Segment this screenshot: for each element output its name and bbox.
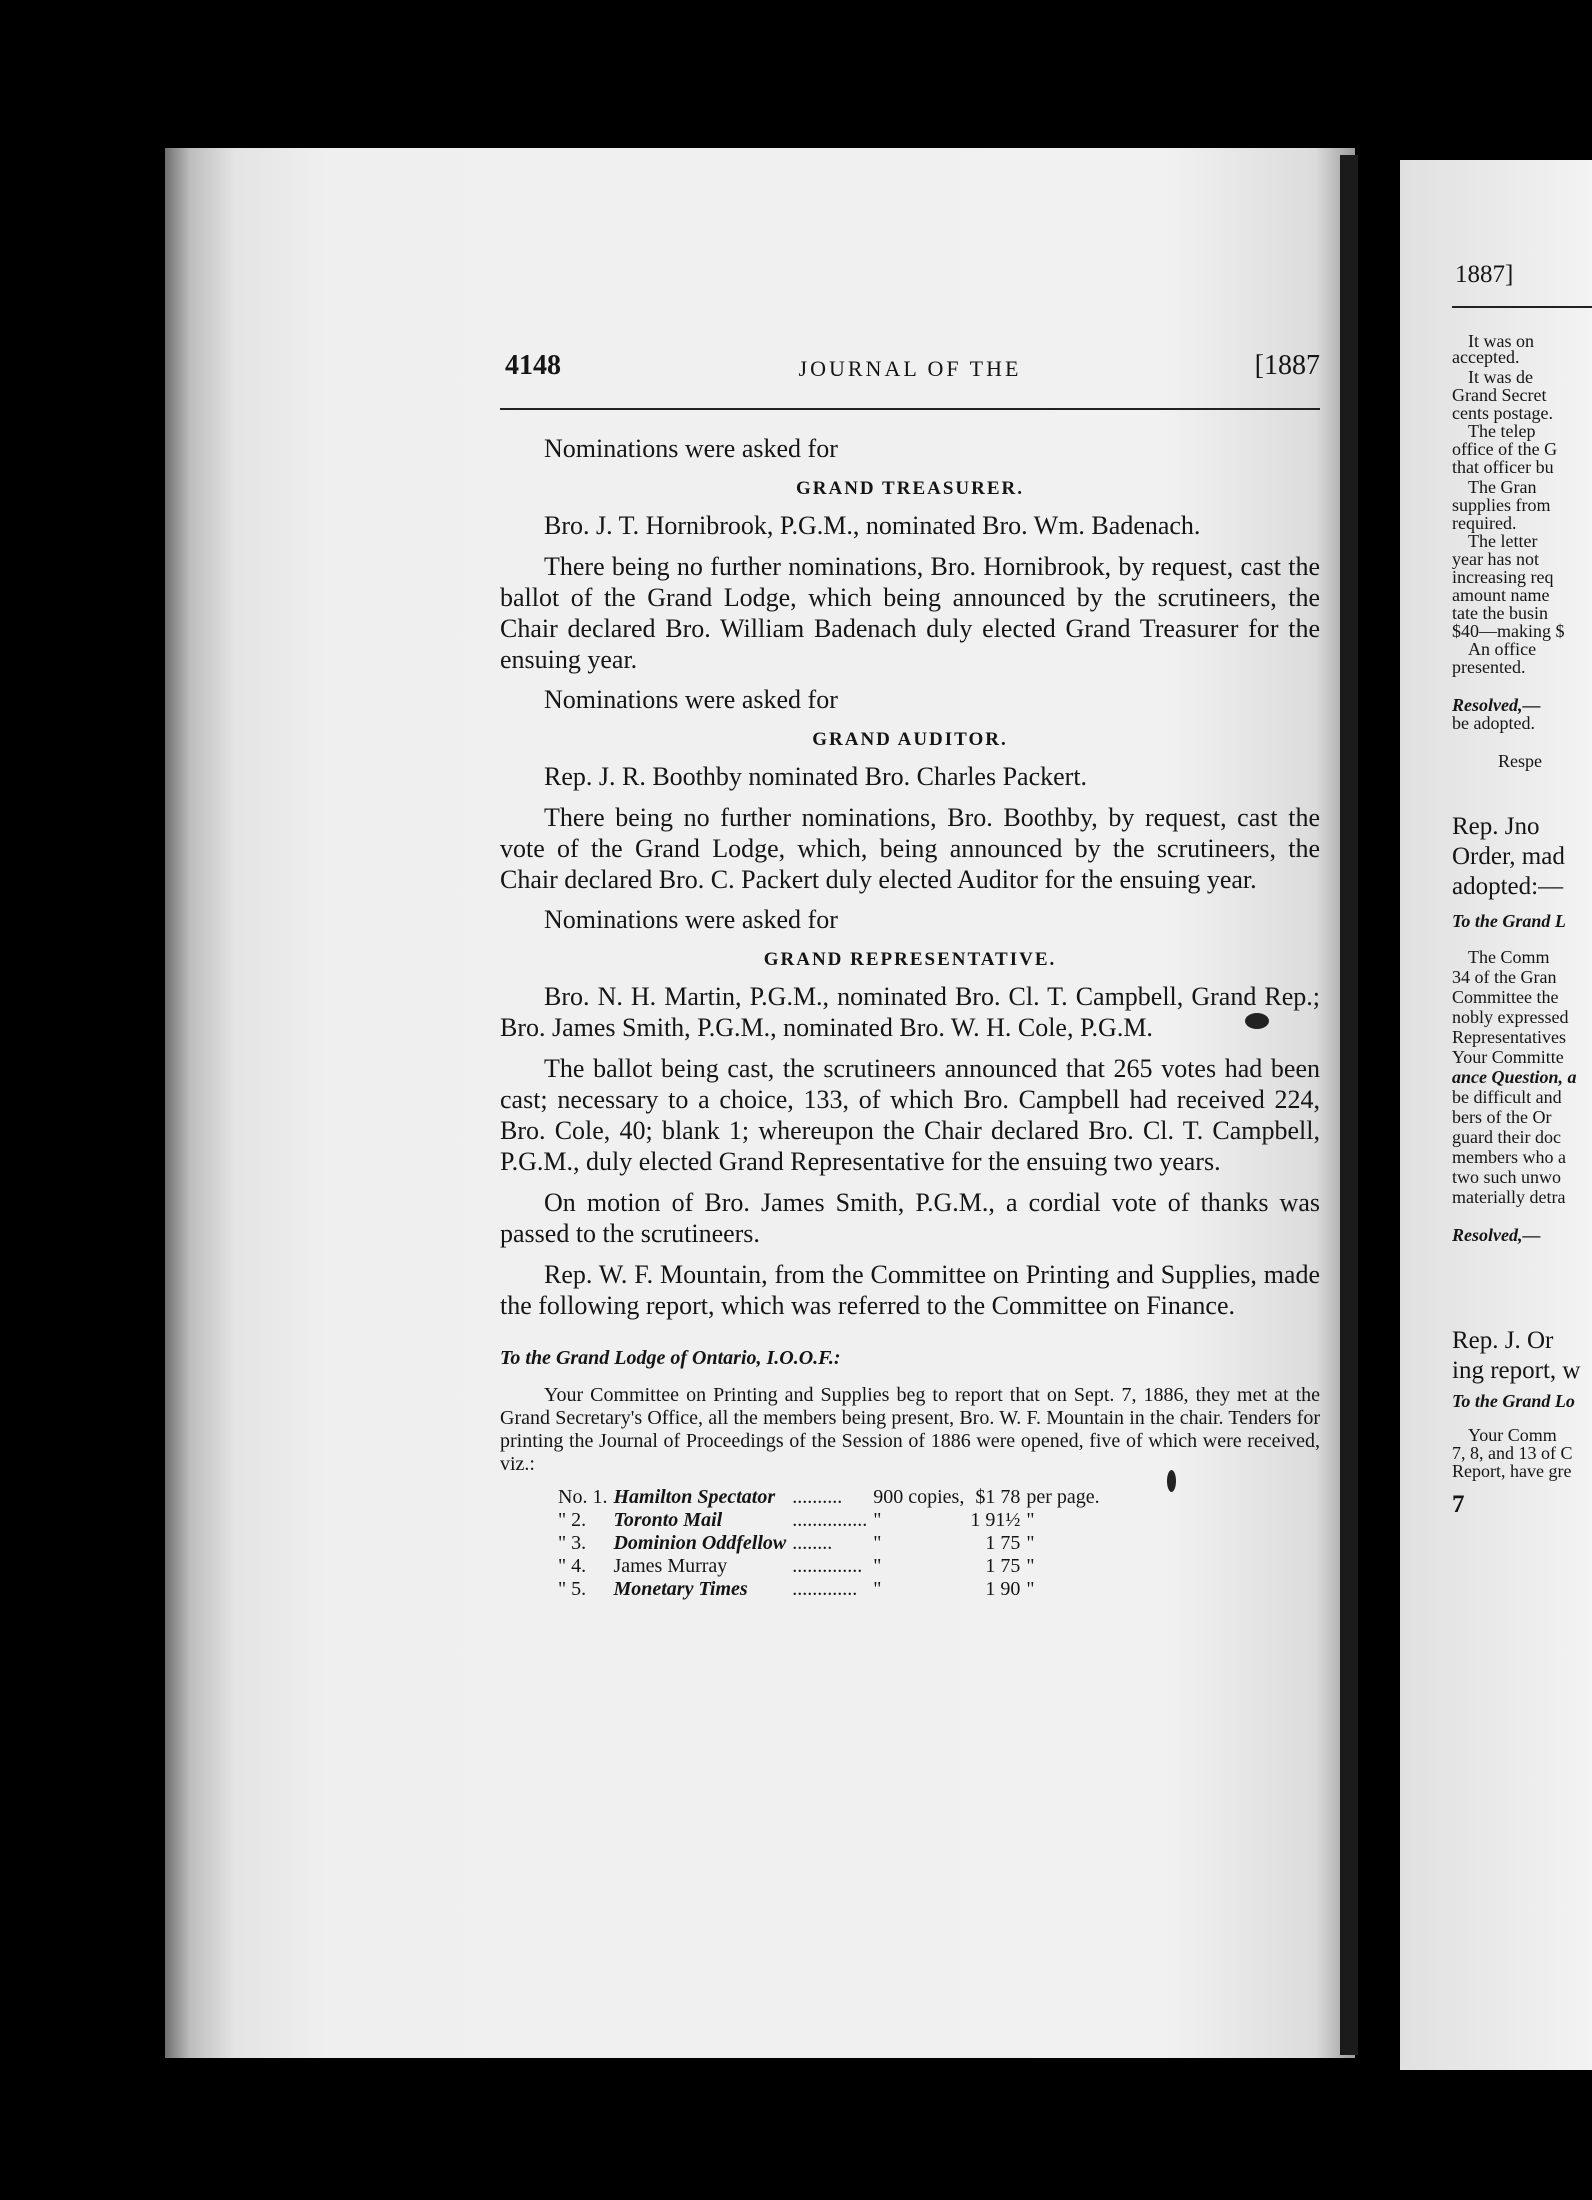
tender-leader: ............. <box>792 1578 858 1600</box>
facing-page-line: 34 of the Gran <box>1452 967 1557 987</box>
report-body: Your Committee on Printing and Supplies beg to report that on Sept. 7, 1886, they met at the Grand Secretary's Office, all the members being present, Bro. W. F. Mountain in the chair. Tenders for printing the Journal of Proceedings of the Session of 1886 were opened, five of which were received, viz.: <box>500 1384 1320 1475</box>
facing-page-line: that officer bu <box>1452 457 1554 477</box>
auditor-nomination: Rep. J. R. Boothby nominated Bro. Charles Packert. <box>544 762 1088 791</box>
tender-row <box>558 1486 1106 1509</box>
tender-unit: " <box>1026 1509 1035 1531</box>
tender-copies: " <box>873 1578 882 1600</box>
treasurer-result: There being no further nominations, Bro. Hornibrook, by request, cast the ballot of the Grand Lodge, which being announced by the scrutineers, the Chair declared Bro. William Badenach duly elected Grand Treasurer for the ensuing year. <box>500 552 1320 674</box>
heading-grand-representative: GRAND REPRESENTATIVE. <box>763 949 1057 970</box>
facing-page-line: To the Grand L <box>1452 911 1566 931</box>
auditor-result: There being no further nominations, Bro. Boothby, by request, cast the vote of the Grand Lodge, which, being announced by the scrutineers, the Chair declared Bro. C. Packert duly elected Auditor for the ensuing year. <box>500 803 1320 894</box>
facing-page-line: adopted:— <box>1452 873 1564 900</box>
tender-leader: ............... <box>792 1509 868 1531</box>
heading-grand-auditor: GRAND AUDITOR. <box>812 729 1008 750</box>
facing-page-line: be adopted. <box>1452 713 1535 733</box>
facing-page-line: accepted. <box>1452 347 1520 367</box>
facing-page-line: Report, have gre <box>1452 1461 1572 1481</box>
tender-number: " 5. <box>558 1578 587 1600</box>
tender-leader: .............. <box>792 1555 863 1577</box>
vote-of-thanks: On motion of Bro. James Smith, P.G.M., a cordial vote of thanks was passed to the scrutineers. <box>500 1188 1320 1248</box>
tender-price: 1 91½ <box>970 1509 1021 1531</box>
nominations-asked-representative: Nominations were asked for <box>544 905 838 934</box>
header-year: [1887 <box>1254 350 1320 381</box>
facing-page-line: It was on <box>1468 331 1534 351</box>
tender-printer: Toronto Mail <box>613 1509 723 1531</box>
representative-result: The ballot being cast, the scrutineers announced that 265 votes had been cast; necessary to a choice, 133, of which Bro. Campbell had received 224, Bro. Cole, 40; blank 1; whereupon the Chair declared Bro. Cl. T. Campbell, P.G.M., duly elected Grand Representative for the ensuing two years. <box>500 1054 1320 1176</box>
tender-copies: " <box>873 1509 882 1531</box>
facing-page-line: The telep <box>1468 421 1536 441</box>
facing-page-line: amount name <box>1452 585 1550 605</box>
facing-page-line: Committee the <box>1452 987 1559 1007</box>
nominations-asked-treasurer: Nominations were asked for <box>544 434 838 463</box>
tender-leader: ........ <box>792 1532 833 1554</box>
facing-page-line: Your Comm <box>1468 1425 1557 1445</box>
facing-page-line: be difficult and <box>1452 1087 1562 1107</box>
facing-page-line: Rep. Jno <box>1452 813 1540 840</box>
facing-page-line: bers of the Or <box>1452 1107 1552 1127</box>
facing-page-line: The Comm <box>1468 947 1550 967</box>
journal-page-content <box>500 350 1320 1601</box>
facing-page-line: supplies from <box>1452 495 1551 515</box>
facing-page-line: The letter <box>1468 531 1538 551</box>
report-address: To the Grand Lodge of Ontario, I.O.O.F.: <box>500 1347 841 1369</box>
page-number: 4148 <box>505 350 561 381</box>
tender-printer: Monetary Times <box>613 1578 748 1600</box>
facing-page-line: To the Grand Lo <box>1452 1391 1575 1411</box>
tender-printer: James Murray <box>613 1555 728 1577</box>
facing-page-line: 7 <box>1452 1491 1465 1518</box>
tender-price: 1 75 <box>985 1532 1021 1554</box>
facing-page-line: year has not <box>1452 549 1539 569</box>
tender-row <box>558 1578 1106 1601</box>
facing-page-line: An office <box>1468 639 1537 659</box>
tender-unit: per page. <box>1026 1486 1100 1508</box>
tender-printer: Dominion Oddfellow <box>613 1532 787 1554</box>
facing-page-line: office of the G <box>1452 439 1558 459</box>
tender-number: " 3. <box>558 1532 587 1554</box>
facing-page-line: 7, 8, and 13 of C <box>1452 1443 1573 1463</box>
facing-page-line: Resolved,— <box>1452 1225 1541 1245</box>
tender-unit: " <box>1026 1555 1035 1577</box>
facing-page-line: ing report, w <box>1452 1357 1581 1384</box>
committee-report-intro: Rep. W. F. Mountain, from the Committee on Printing and Supplies, made the following report, which was referred to the Committee on Finance. <box>500 1260 1320 1320</box>
tender-row <box>558 1509 1106 1532</box>
facing-page-line: The Gran <box>1468 477 1537 497</box>
facing-page-line: Representatives <box>1452 1027 1566 1047</box>
facing-page <box>1400 160 1592 2070</box>
running-header <box>500 350 1320 400</box>
tender-row <box>558 1532 1106 1555</box>
facing-page-line: Order, mad <box>1452 843 1565 870</box>
facing-page-line: two such unwo <box>1452 1167 1561 1187</box>
facing-page-line: tate the busin <box>1452 603 1548 623</box>
facing-header-rule <box>1452 306 1592 308</box>
facing-page-line: guard their doc <box>1452 1127 1561 1147</box>
tender-price: $1 78 <box>975 1486 1021 1508</box>
tender-printer: Hamilton Spectator <box>613 1486 776 1508</box>
heading-grand-treasurer: GRAND TREASURER. <box>795 478 1024 499</box>
tender-copies: " <box>873 1532 882 1554</box>
tender-copies: 900 copies, <box>873 1486 965 1508</box>
facing-page-line: Your Committe <box>1452 1047 1564 1067</box>
treasurer-nomination: Bro. J. T. Hornibrook, P.G.M., nominated Bro. Wm. Badenach. <box>544 511 1201 540</box>
facing-page-line: Resolved,— <box>1452 695 1541 715</box>
facing-page-line: It was de <box>1468 367 1533 387</box>
facing-page-line: nobly expressed <box>1452 1007 1569 1027</box>
tender-copies: " <box>873 1555 882 1577</box>
facing-page-line: $40—making $ <box>1452 621 1565 641</box>
tender-price: 1 90 <box>985 1578 1021 1600</box>
facing-page-line: Rep. J. Or <box>1452 1327 1554 1354</box>
facing-page-line: Respe <box>1498 751 1542 771</box>
ink-blot <box>1167 1470 1176 1492</box>
facing-page-line: Grand Secret <box>1452 385 1547 405</box>
nominations-asked-auditor: Nominations were asked for <box>544 685 838 714</box>
tender-leader: .......... <box>792 1486 843 1508</box>
tender-number: No. 1. <box>558 1486 608 1508</box>
tender-number: " 4. <box>558 1555 587 1577</box>
page-gutter <box>1340 155 1358 2055</box>
running-title: JOURNAL OF THE <box>798 356 1022 381</box>
tenders-table <box>558 1486 1106 1601</box>
header-rule <box>500 408 1320 410</box>
facing-page-line: materially detra <box>1452 1187 1566 1207</box>
tender-number: " 2. <box>558 1509 587 1531</box>
facing-page-line: required. <box>1452 513 1517 533</box>
facing-page-line: cents postage. <box>1452 403 1553 423</box>
facing-page-line: increasing req <box>1452 567 1554 587</box>
tender-unit: " <box>1026 1578 1035 1600</box>
tender-unit: " <box>1026 1532 1035 1554</box>
tender-row <box>558 1555 1106 1578</box>
facing-page-line: presented. <box>1452 657 1526 677</box>
facing-page-header: 1887] <box>1455 261 1514 288</box>
tender-price: 1 75 <box>985 1555 1021 1577</box>
ink-blot <box>1245 1013 1269 1029</box>
representative-nomination: Bro. N. H. Martin, P.G.M., nominated Bro. Cl. T. Campbell, Grand Rep.; Bro. James Smith, P.G.M., nominated Bro. W. H. Cole, P.G.M. <box>500 982 1320 1042</box>
facing-page-line: members who a <box>1452 1147 1566 1167</box>
facing-page-line: ance Question, a <box>1452 1067 1577 1087</box>
